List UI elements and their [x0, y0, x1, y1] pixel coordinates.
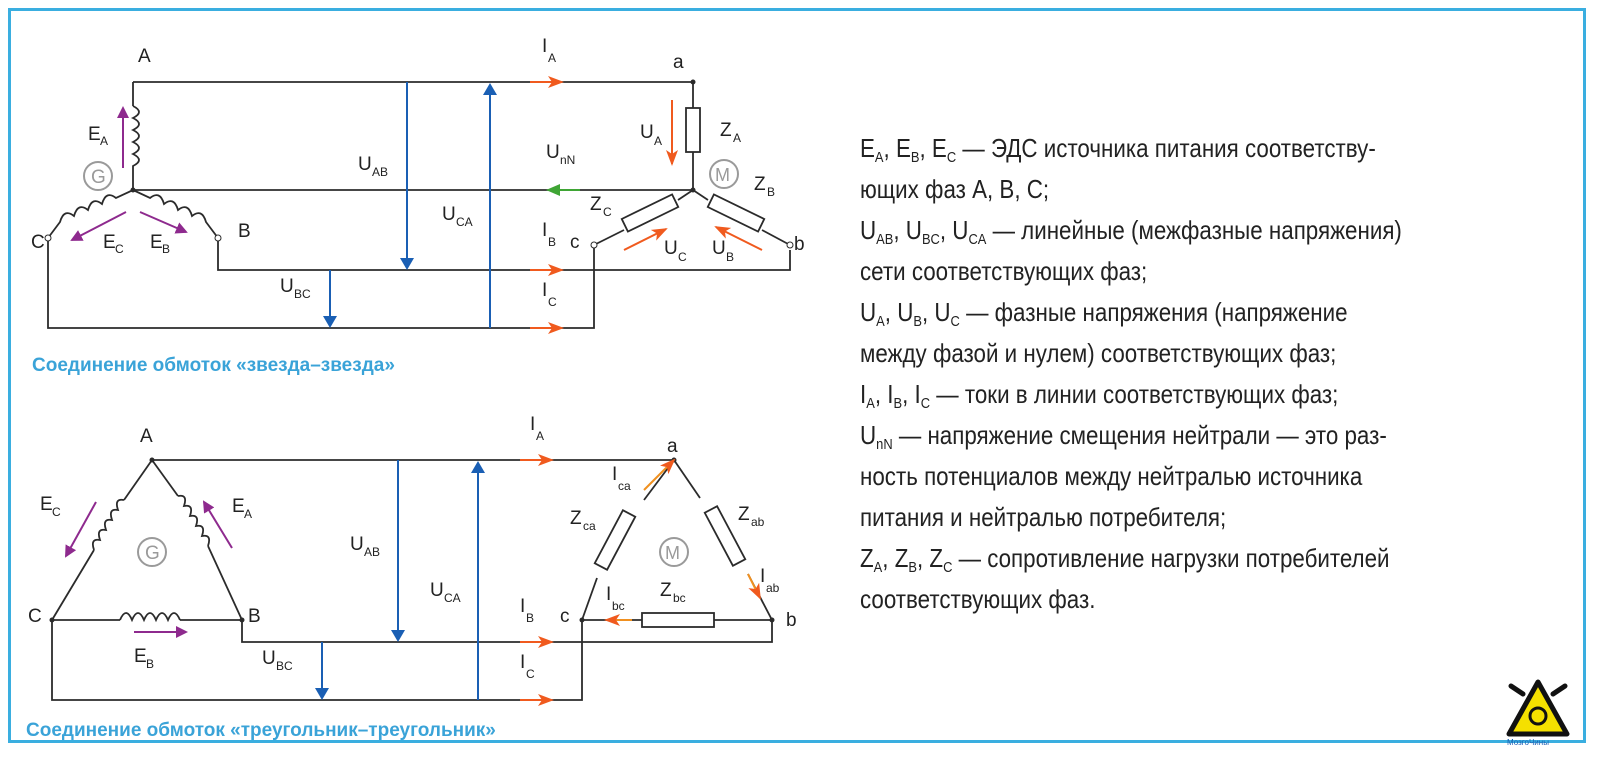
arrow-EB — [140, 212, 186, 232]
svg-text:b: b — [786, 610, 797, 631]
winding-C — [93, 500, 124, 550]
legend-line-8: $U_{nN}$ — напряжение смещения нейтрали — это раз- — [860, 420, 1387, 453]
svg-text:C: C — [115, 242, 124, 256]
svg-text:E: E — [40, 494, 53, 515]
svg-text:B: B — [767, 185, 776, 199]
svg-text:E: E — [134, 646, 147, 667]
impedance-ZB — [708, 194, 764, 231]
legend-line-12: соответствующих фаз. — [860, 584, 1096, 614]
svg-text:E: E — [103, 232, 116, 253]
svg-text:E: E — [232, 496, 245, 517]
svg-text:M: M — [665, 543, 680, 563]
svg-text:b: b — [794, 234, 805, 255]
svg-text:a: a — [667, 436, 678, 457]
brand-logo — [1503, 676, 1573, 746]
svg-text:G: G — [91, 167, 106, 188]
arrow-Ica — [644, 460, 674, 490]
line-B — [218, 238, 790, 270]
arrow-Iab — [748, 574, 760, 598]
svg-text:c: c — [560, 606, 570, 627]
svg-text:C: C — [603, 205, 612, 219]
line-C — [48, 238, 594, 328]
delta-caption: Соединение обмоток «треугольник–треугольник» — [26, 720, 496, 741]
svg-text:CA: CA — [444, 591, 461, 605]
svg-text:A: A — [140, 426, 153, 447]
svg-text:C: C — [52, 505, 61, 519]
star-star-diagram — [31, 36, 805, 376]
svg-text:c: c — [570, 232, 580, 253]
svg-text:A: A — [548, 51, 557, 65]
svg-text:C: C — [526, 667, 535, 681]
svg-text:AB: AB — [364, 545, 381, 559]
svg-text:Z: Z — [570, 508, 582, 529]
legend-line-2: ющих фаз A, B, C; — [860, 174, 1050, 204]
svg-text:C: C — [548, 295, 557, 309]
svg-text:U: U — [546, 142, 560, 163]
svg-text:B: B — [726, 250, 735, 264]
star-caption: Соединение обмоток «звезда–звезда» — [32, 355, 395, 376]
legend-line-3: $U_{AB}$, $U_{BC}$, $U_{CA}$ — линейные (межфазные напряжения) — [860, 215, 1402, 248]
svg-text:a: a — [673, 52, 684, 73]
svg-text:C: C — [678, 250, 687, 264]
svg-text:nN: nN — [560, 153, 576, 167]
svg-text:A: A — [100, 134, 109, 148]
svg-text:I: I — [530, 414, 536, 435]
svg-text:A: A — [244, 507, 253, 521]
svg-text:B: B — [548, 235, 557, 249]
svg-text:BC: BC — [294, 287, 311, 301]
svg-text:U: U — [712, 238, 726, 259]
legend-line-1: $E_A$, $E_B$, $E_C$ — ЭДС источника питания соответству- — [860, 133, 1376, 166]
arrow-UC — [624, 229, 666, 250]
svg-text:A: A — [733, 131, 742, 145]
svg-text:B: B — [162, 242, 171, 256]
svg-text:U: U — [430, 580, 444, 601]
svg-text:U: U — [640, 122, 654, 143]
svg-text:U: U — [442, 204, 456, 225]
svg-text:ca: ca — [583, 519, 596, 533]
svg-text:Z: Z — [720, 120, 732, 141]
svg-text:E: E — [88, 124, 101, 145]
line-C — [52, 620, 582, 700]
svg-text:Z: Z — [738, 504, 750, 525]
legend — [860, 128, 1462, 620]
svg-text:BC: BC — [276, 659, 293, 673]
svg-text:bc: bc — [673, 591, 686, 605]
legend-line-6: между фазой и нулем) соответствующих фаз; — [860, 338, 1337, 368]
legend-line-9: ность потенциалов между нейтралью источника — [860, 461, 1363, 491]
svg-text:U: U — [664, 238, 678, 259]
arrow-EC — [66, 502, 96, 556]
svg-text:I: I — [520, 596, 526, 617]
winding-B — [120, 613, 180, 620]
svg-text:E: E — [150, 232, 163, 253]
svg-text:I: I — [542, 280, 548, 301]
svg-text:B: B — [238, 221, 251, 242]
svg-text:U: U — [262, 648, 276, 669]
svg-text:I: I — [612, 464, 618, 485]
winding-A — [133, 106, 139, 190]
svg-text:I: I — [542, 220, 548, 241]
svg-text:M: M — [715, 165, 730, 185]
svg-text:ab: ab — [766, 581, 780, 595]
svg-text:I: I — [520, 652, 526, 673]
svg-text:I: I — [760, 566, 766, 587]
svg-text:G: G — [145, 543, 160, 564]
legend-line-7: $I_A$, $I_B$, $I_C$ — токи в линии соответствующих фаз; — [860, 379, 1339, 412]
svg-text:U: U — [358, 154, 372, 175]
svg-text:A: A — [536, 429, 545, 443]
svg-text:bc: bc — [612, 599, 625, 613]
svg-text:U: U — [280, 276, 294, 297]
legend-line-10: питания и нейтралью потребителя; — [860, 502, 1227, 532]
impedance-Zbc — [642, 613, 714, 627]
arrow-EA — [204, 502, 232, 548]
svg-text:B: B — [146, 657, 155, 671]
svg-text:C: C — [31, 232, 45, 253]
delta-delta-diagram — [26, 414, 797, 741]
legend-line-5: $U_A$, $U_B$, $U_C$ — фазные напряжения (напряжение — [860, 297, 1348, 330]
svg-text:B: B — [526, 611, 535, 625]
svg-text:ca: ca — [618, 479, 631, 493]
svg-text:U: U — [350, 534, 364, 555]
svg-text:C: C — [28, 606, 42, 627]
impedance-ZC — [622, 194, 678, 231]
svg-text:Z: Z — [754, 174, 766, 195]
svg-text:Z: Z — [660, 580, 672, 601]
svg-text:CA: CA — [456, 215, 473, 229]
svg-text:A: A — [654, 134, 663, 148]
svg-text:ab: ab — [751, 515, 765, 529]
legend-line-4: сети соответствующих фаз; — [860, 256, 1148, 286]
impedance-Zca — [595, 510, 636, 570]
svg-text:AB: AB — [372, 165, 389, 179]
svg-text:МозгоЧины: МозгоЧины — [1507, 738, 1549, 746]
svg-text:I: I — [606, 584, 612, 605]
svg-text:I: I — [542, 36, 548, 57]
arrow-EC — [72, 212, 126, 240]
legend-line-11: $Z_A$, $Z_B$, $Z_C$ — сопротивление нагрузки потребителей — [860, 543, 1390, 576]
svg-text:A: A — [138, 46, 151, 67]
svg-text:B: B — [248, 606, 261, 627]
impedance-ZA — [686, 108, 700, 152]
svg-text:Z: Z — [590, 194, 602, 215]
